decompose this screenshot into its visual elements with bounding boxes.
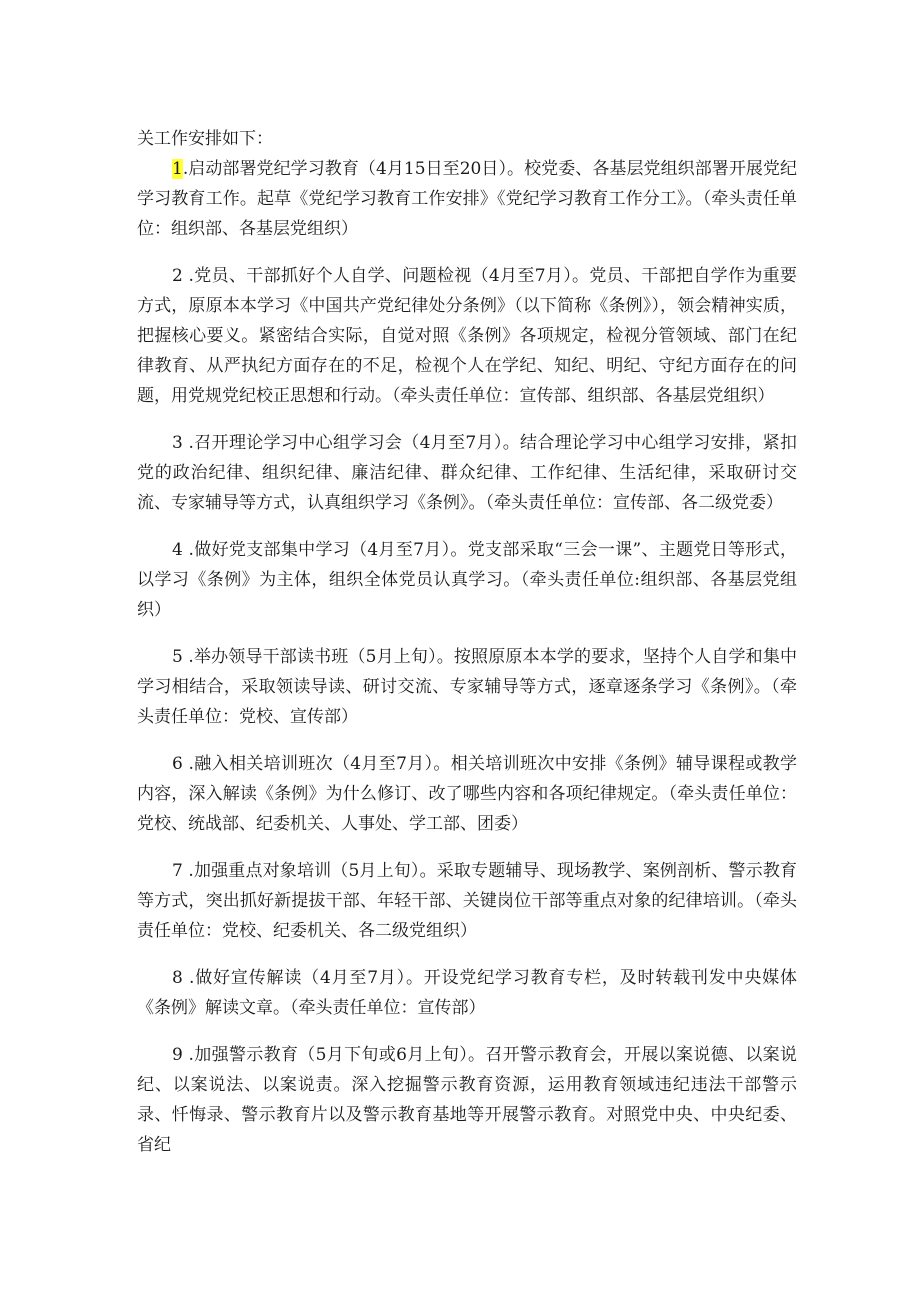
document-body — [137, 124, 797, 1177]
item-separator: . — [182, 159, 189, 179]
list-item-1 — [137, 154, 797, 244]
item-text: 举办领导干部读书班（5月上旬）。按照原原本本学的要求，坚持个人自学和集中学习相结合，采取领读导读、研讨交流、专家辅导等方式，逐章逐条学习《条例》。（牵头责任单位：党校、宣传部） — [137, 647, 797, 727]
item-separator: . — [182, 754, 194, 774]
item-number: 9 — [172, 1045, 183, 1065]
intro-line: 关工作安排如下： — [137, 129, 273, 149]
list-item-9 — [137, 1040, 797, 1160]
item-separator: . — [182, 647, 194, 667]
item-separator: . — [182, 266, 194, 286]
item-separator: . — [182, 540, 194, 560]
item-number: 6 — [172, 754, 183, 774]
item-separator: . — [182, 968, 195, 988]
item-number-highlighted: 1 — [172, 159, 183, 179]
item-text: 启动部署党纪学习教育（4月15日至20日）。校党委、各基层党组织部署开展党纪学习教育工作。起草《党纪学习教育工作安排》《党纪学习教育工作分工》。（牵头责任单位：组织部、各基层党组织） — [137, 159, 797, 239]
item-separator: . — [182, 861, 194, 881]
item-number: 8 — [172, 968, 183, 988]
list-item-2 — [137, 261, 797, 411]
list-item-3 — [137, 428, 797, 518]
list-item-7 — [137, 856, 797, 946]
item-number: 5 — [172, 647, 183, 667]
item-text: 做好党支部集中学习（4月至7月）。党支部采取“三会一课”、主题党日等形式，以学习《条例》为主体，组织全体党员认真学习。（牵头责任单位:组织部、各基层党组织） — [137, 540, 797, 620]
item-text: 加强警示教育（5月下旬或6月上旬）。召开警示教育会，开展以案说德、以案说纪、以案说法、以案说责。深入挖掘警示教育资源，运用教育领域违纪违法干部警示录、忏悔录、警示教育片以及警示教育基地等开展警示教育。对照党中央、中央纪委、省纪 — [137, 1045, 797, 1155]
item-number: 4 — [172, 540, 183, 560]
item-text: 做好宣传解读（4月至7月）。开设党纪学习教育专栏，及时转载刊发中央媒体《条例》解读文章。（牵头责任单位：宣传部） — [137, 968, 797, 1018]
item-number: 3 — [172, 433, 183, 453]
item-separator: . — [182, 433, 194, 453]
item-separator: . — [182, 1045, 194, 1065]
item-text: 召开理论学习中心组学习会（4月至7月）。结合理论学习中心组学习安排，紧扣党的政治纪律、组织纪律、廉洁纪律、群众纪律、工作纪律、生活纪律，采取研讨交流、专家辅导等方式，认真组织学习《条例》。（牵头责任单位：宣传部、各二级党委） — [137, 433, 797, 513]
item-text: 融入相关培训班次（4月至7月）。相关培训班次中安排《条例》辅导课程或教学内容，深入解读《条例》为什么修订、改了哪些内容和各项纪律规定。（牵头责任单位：党校、统战部、纪委机关、人事处、学工部、团委） — [137, 754, 797, 834]
item-number: 7 — [172, 861, 183, 881]
list-item-5 — [137, 642, 797, 732]
list-item-4 — [137, 535, 797, 625]
list-item-8 — [137, 963, 797, 1023]
item-text: 加强重点对象培训（5月上旬）。采取专题辅导、现场教学、案例剖析、警示教育等方式，突出抓好新提拔干部、年轻干部、关键岗位干部等重点对象的纪律培训。（牵头责任单位：党校、纪委机关、各二级党组织） — [137, 861, 797, 941]
item-number: 2 — [172, 266, 183, 286]
item-text: 党员、干部抓好个人自学、问题检视（4月至7月）。党员、干部把自学作为重要方式，原原本本学习《中国共产党纪律处分条例》（以下简称《条例》），领会精神实质，把握核心要义。紧密结合实际，自觉对照《条例》各项规定，检视分管领域、部门在纪律教育、从严执纪方面存在的不足，检视个人在学纪、知纪、明纪、守纪方面存在的问题，用党规党纪校正思想和行动。（牵头责任单位：宣传部、组织部、各基层党组织） — [137, 266, 797, 406]
list-item-6 — [137, 749, 797, 839]
